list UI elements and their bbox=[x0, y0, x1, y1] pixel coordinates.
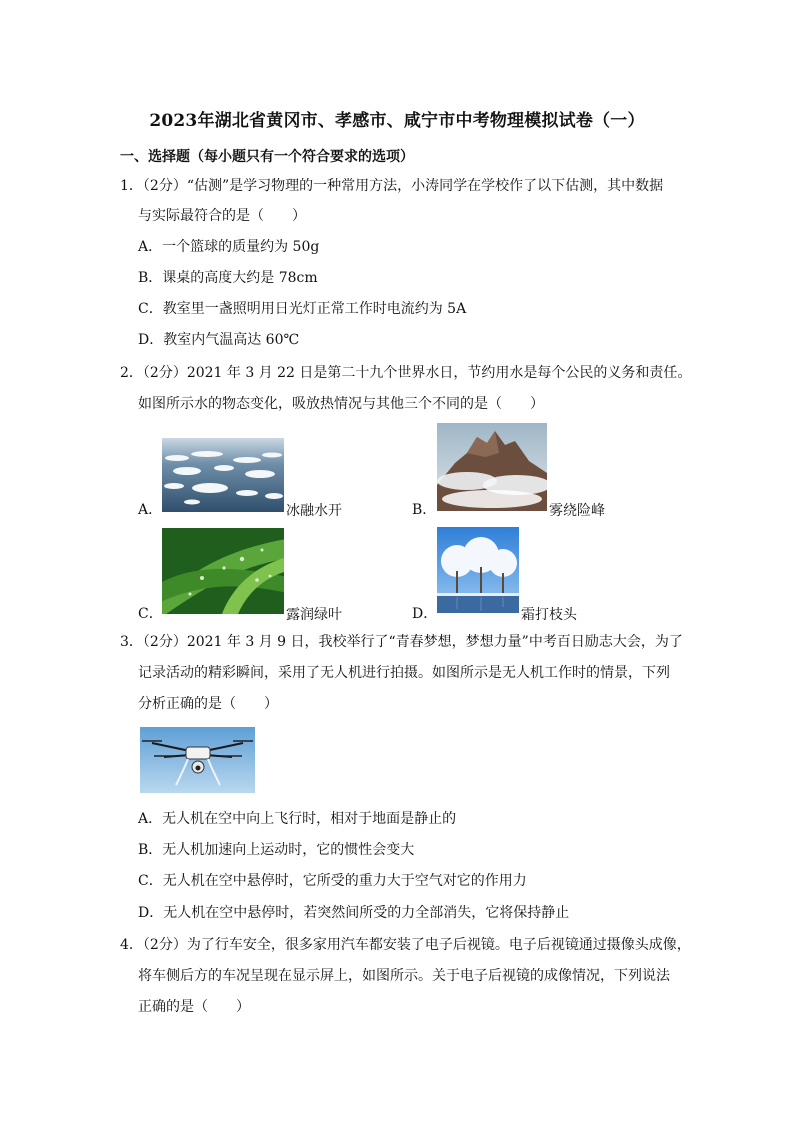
question-1-option-c: C．教室里一盏照明用日光灯正常工作时电流约为 5A bbox=[138, 301, 467, 317]
question-2-option-d-caption: 霜打枝头 bbox=[521, 607, 577, 623]
section-heading: 一、选择题（每小题只有一个符合要求的选项） bbox=[120, 149, 414, 165]
question-2-option-b-letter: B． bbox=[412, 502, 437, 518]
question-4-stem-line-1: 4．（2分）为了行车安全，很多家用汽车都安装了电子后视镜。电子后视镜通过摄像头成像， bbox=[120, 937, 691, 953]
question-1-option-a: A．一个篮球的质量约为 50g bbox=[138, 239, 320, 255]
question-2-option-a-caption: 冰融水开 bbox=[286, 503, 342, 519]
page-title: 2023年湖北省黄冈市、孝感市、咸宁市中考物理模拟试卷（一） bbox=[149, 111, 645, 131]
question-2-stem-line-1: 2．（2分）2021 年 3 月 22 日是第二十九个世界水日，节约用水是每个公民的义务和责任。 bbox=[120, 365, 692, 381]
dew-leaf-photo bbox=[162, 528, 284, 614]
question-1-option-d: D．教室内气温高达 60℃ bbox=[138, 332, 300, 348]
ice-water-photo bbox=[162, 438, 284, 512]
question-3-option-b: B．无人机加速向上运动时，它的惯性会变大 bbox=[138, 842, 415, 858]
question-2-option-c-letter: C． bbox=[138, 606, 163, 622]
question-3-option-d: D．无人机在空中悬停时，若突然间所受的力全部消失，它将保持静止 bbox=[138, 905, 570, 921]
question-3-stem-line-3: 分析正确的是（ ） bbox=[138, 696, 278, 712]
question-1-stem-line-2: 与实际最符合的是（ ） bbox=[138, 208, 306, 224]
question-3-stem-line-2: 记录活动的精彩瞬间，采用了无人机进行拍摄。如图所示是无人机工作时的情景，下列 bbox=[138, 665, 670, 681]
question-4-stem-line-3: 正确的是（ ） bbox=[138, 999, 250, 1015]
misty-mountain-photo bbox=[437, 423, 547, 511]
question-3-option-c: C．无人机在空中悬停时，它所受的重力大于空气对它的作用力 bbox=[138, 873, 527, 889]
question-1-option-b: B．课桌的高度大约是 78cm bbox=[138, 270, 318, 286]
question-2-option-d-letter: D． bbox=[412, 606, 438, 622]
question-2-option-b-caption: 雾绕险峰 bbox=[549, 503, 605, 519]
question-4-stem-line-2: 将车侧后方的车况呈现在显示屏上，如图所示。关于电子后视镜的成像情况，下列说法 bbox=[138, 968, 670, 984]
question-2-stem-line-2: 如图所示水的物态变化，吸放热情况与其他三个不同的是（ ） bbox=[138, 396, 544, 412]
question-3-stem-line-1: 3．（2分）2021 年 3 月 9 日，我校举行了“青春梦想，梦想力量”中考百日励志大会，为了 bbox=[120, 634, 683, 650]
frost-tree-photo bbox=[437, 527, 519, 613]
question-3-option-a: A．无人机在空中向上飞行时，相对于地面是静止的 bbox=[138, 811, 457, 827]
drone-photo bbox=[140, 727, 255, 793]
question-1-stem-line-1: 1．（2分）“估测”是学习物理的一种常用方法，小涛同学在学校作了以下估测，其中数据 bbox=[120, 178, 664, 194]
question-2-option-a-letter: A． bbox=[138, 502, 163, 518]
question-2-option-c-caption: 露润绿叶 bbox=[286, 607, 342, 623]
